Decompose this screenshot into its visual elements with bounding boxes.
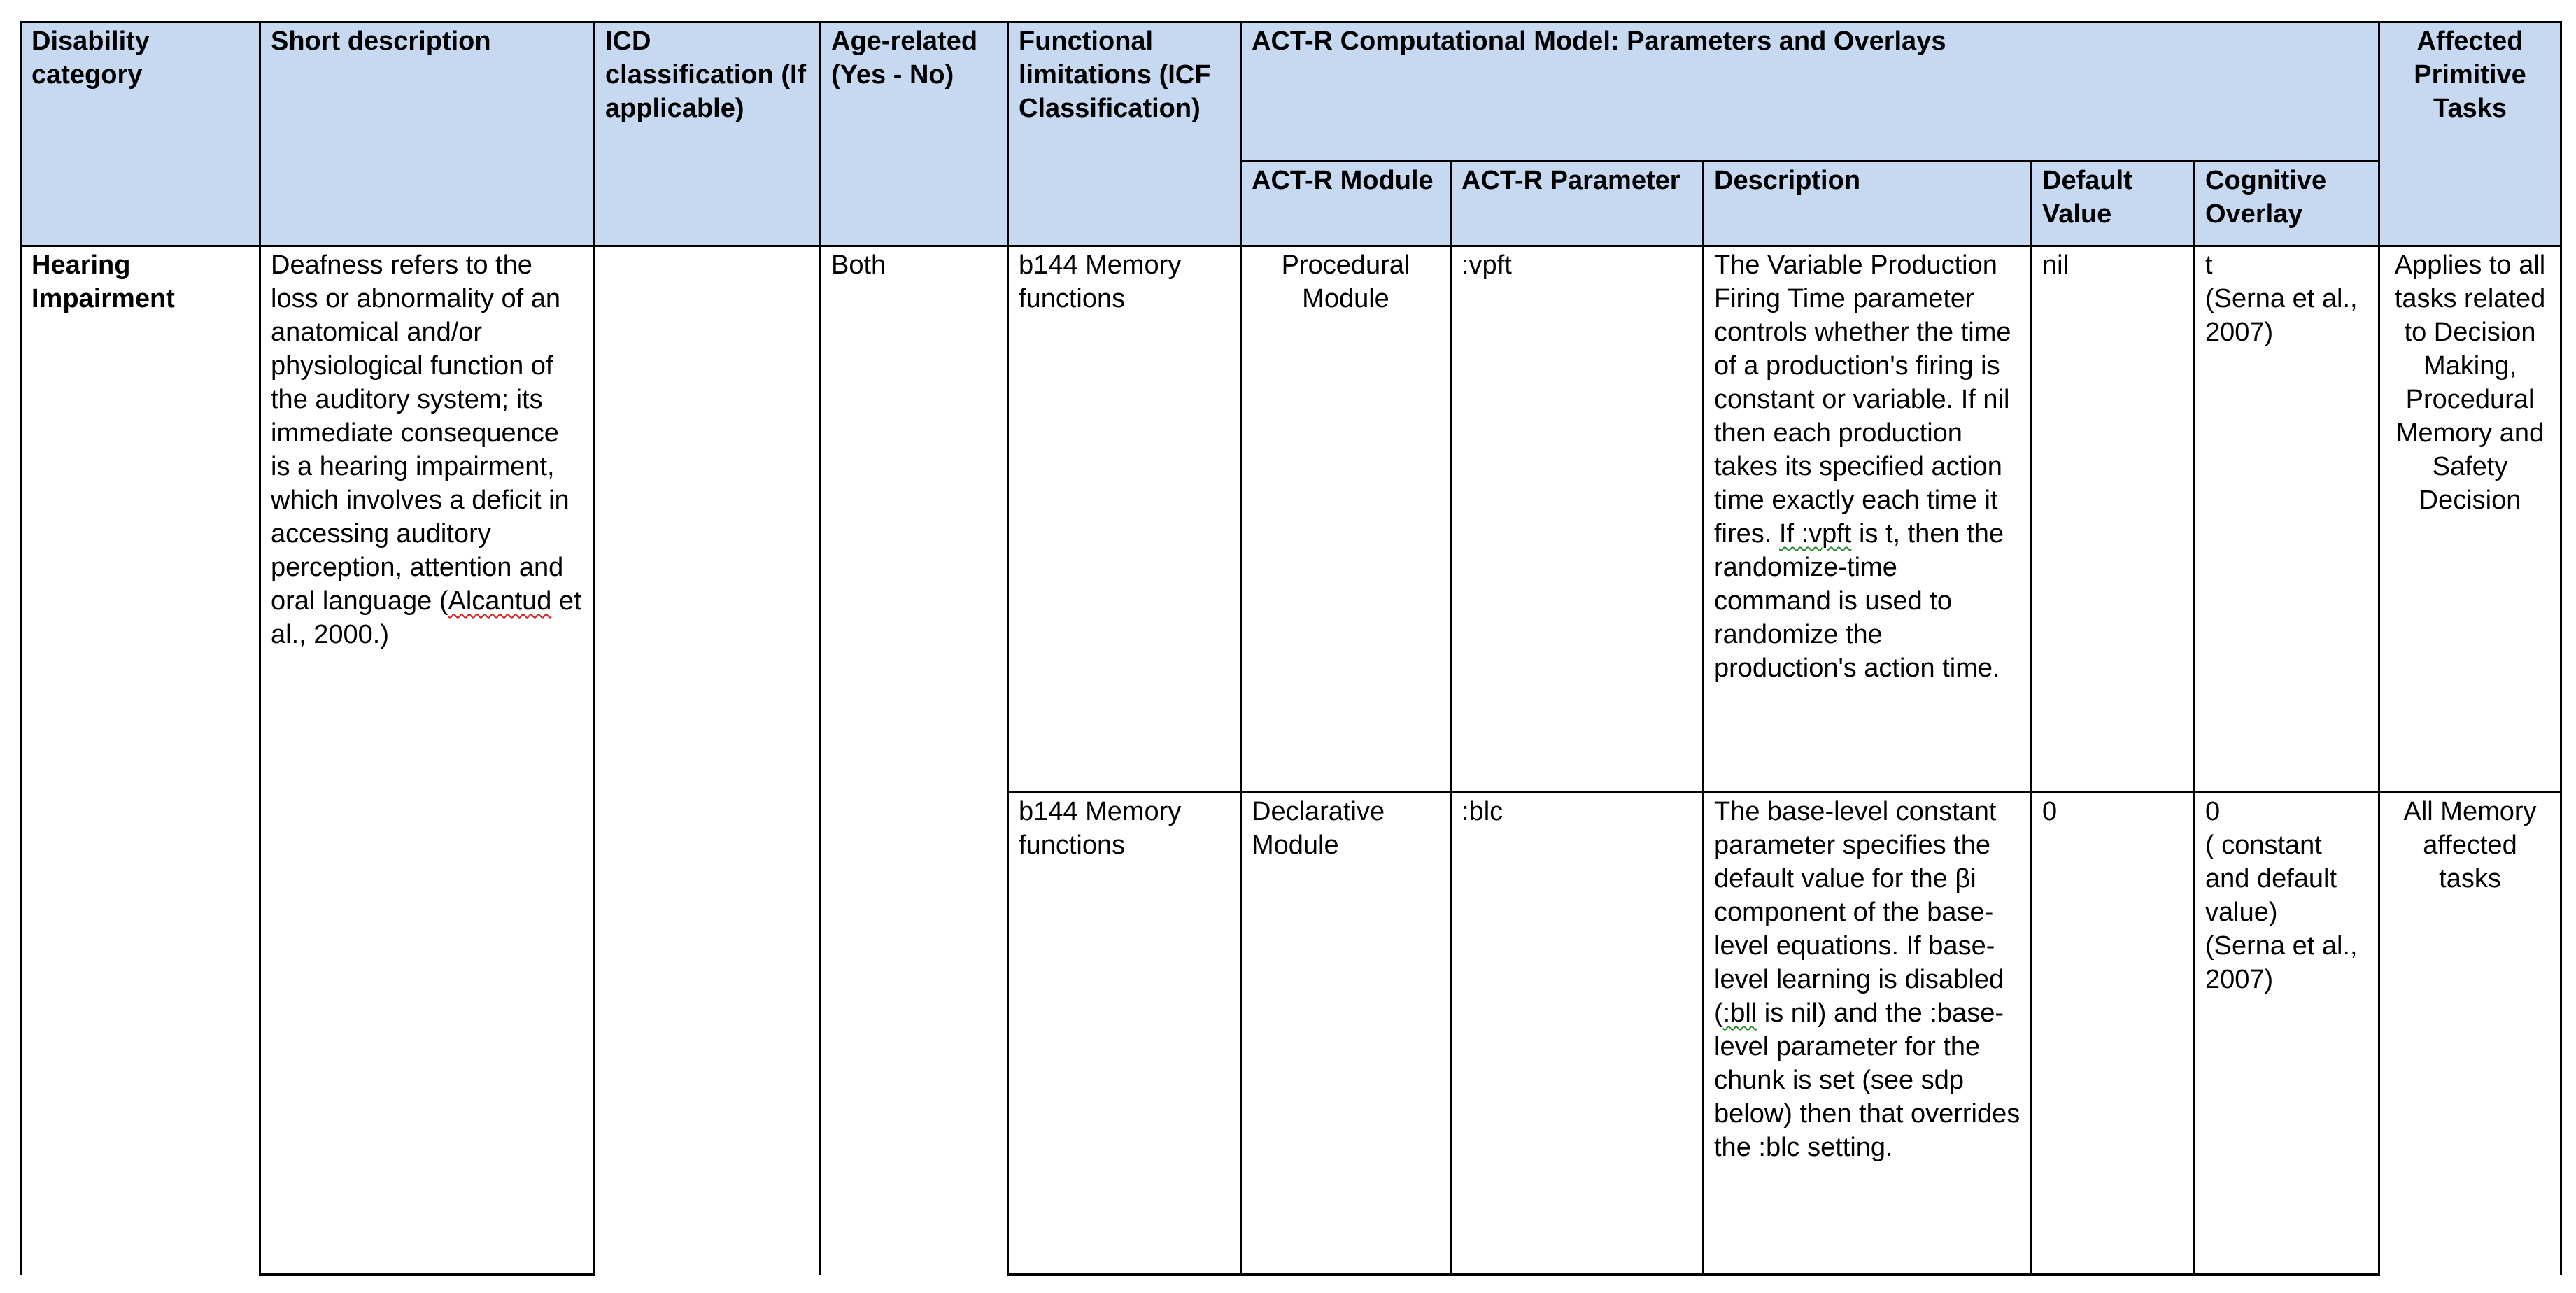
header-default-value: Default Value [2032, 162, 2195, 246]
table-header [21, 22, 2561, 246]
header-disability-category: Disability category [21, 22, 260, 246]
cell-cognitive-overlay: 0 ( constant and default value) (Serna et al., 2007) [2195, 793, 2379, 1275]
header-icd-classification: ICD classification (If applicable) [595, 22, 821, 246]
cell-affected-tasks: Applies to all tasks related to Decision Making, Procedural Memory and Safety Decision [2379, 246, 2561, 793]
cell-age-related: Both [821, 246, 1008, 1275]
header-affected-tasks: Affected Primitive Tasks [2379, 22, 2561, 246]
cell-actr-module: Declarative Module [1241, 793, 1451, 1275]
disability-table [20, 21, 2562, 1276]
cell-actr-parameter: :vpft [1451, 246, 1704, 793]
description-tail: is t, then the randomize-time command is used to randomize the production's action time. [1714, 519, 2004, 683]
cell-actr-module: Procedural Module [1241, 246, 1451, 793]
header-description: Description [1704, 162, 2032, 246]
cell-default-value: 0 [2032, 793, 2195, 1275]
cell-default-value: nil [2032, 246, 2195, 793]
cell-affected-tasks: All Memory affected tasks [2379, 793, 2561, 1275]
short-description-text: Deafness refers to the loss or abnormality of an anatomical and/or physiological function of the auditory system; its immediate consequence is a hearing impairment, which involves a deficit in accessing auditory perception, attention and oral language ( [271, 250, 569, 616]
description-tail: is nil) and the :base-level parameter for the chunk is set (see sdp below) then that overrides the :blc setting. [1714, 998, 2021, 1162]
cell-cognitive-overlay: t (Serna et al., 2007) [2195, 246, 2379, 793]
cell-functional-limitation: b144 Memory functions [1008, 246, 1241, 793]
description-text: The base-level constant parameter specifies the default value for the βi component of the base-level equations. If base-level learning is disabled ( [1714, 797, 2004, 1028]
description-text: The Variable Production Firing Time parameter controls whether the time of a production's firing is constant or variable. If nil then each production takes its specified action time exactly each time it fires. [1714, 250, 2011, 549]
header-actr-parameter: ACT-R Parameter [1451, 162, 1704, 246]
cell-short-description [260, 246, 595, 1275]
header-actr-group: ACT-R Computational Model: Parameters and Overlays [1241, 22, 2379, 162]
cell-disability-category: Hearing Impairment [21, 246, 260, 1275]
cell-description [1704, 246, 2032, 793]
header-functional-limitations: Functional limitations (ICF Classification) [1008, 22, 1241, 246]
description-param: If :vpft [1778, 519, 1852, 549]
short-description-author: Alcantud [448, 586, 552, 616]
header-age-related: Age-related (Yes - No) [821, 22, 1008, 246]
cell-actr-parameter: :blc [1451, 793, 1704, 1275]
header-cognitive-overlay: Cognitive Overlay [2195, 162, 2379, 246]
cell-functional-limitation: b144 Memory functions [1008, 793, 1241, 1275]
description-param: :bll [1722, 998, 1757, 1028]
short-description-tail: et al., 2000.) [271, 586, 581, 649]
header-actr-module: ACT-R Module [1241, 162, 1451, 246]
header-short-description: Short description [260, 22, 595, 246]
cell-icd-classification [595, 246, 821, 1275]
table-row [21, 246, 2561, 793]
cell-description [1704, 793, 2032, 1275]
